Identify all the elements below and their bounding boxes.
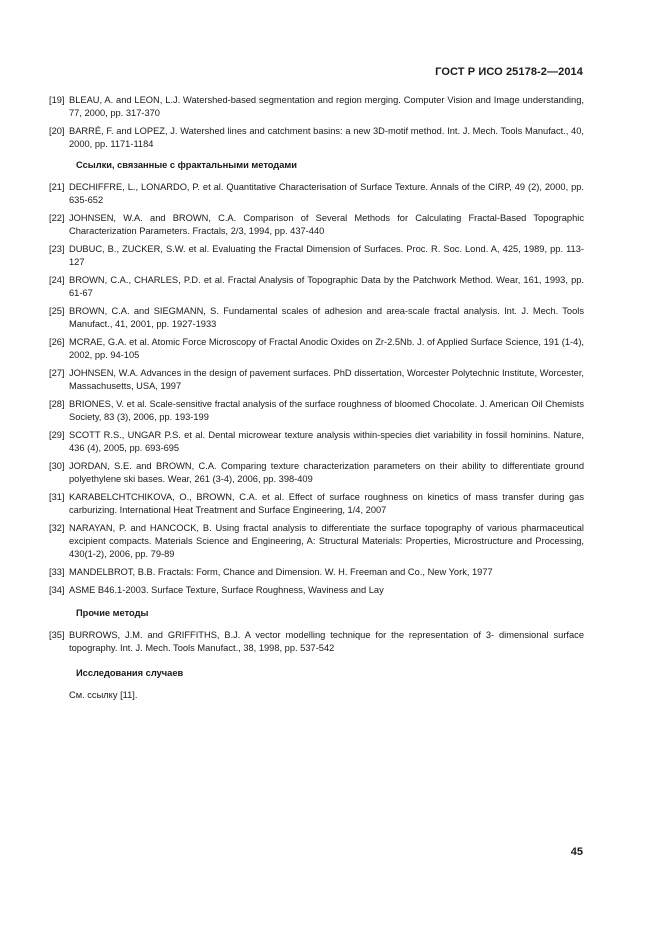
page-number: 45: [570, 846, 583, 858]
references-group-fractal: [49, 181, 584, 597]
reference-item: [49, 94, 584, 120]
reference-text: NARAYAN, P. and HANCOCK, B. Using fractal analysis to differentiate the surface topography of various pharmaceutical excipient compacts. Materials Science and Engineering, A: Structural Materials: Properties, Microstructure and Processing, 430(1-2), 2006, pp. 79-89: [69, 523, 584, 559]
reference-item: [49, 566, 584, 579]
section-heading-other: Прочие методы: [76, 608, 149, 618]
reference-text: MANDELBROT, B.B. Fractals: Form, Chance and Dimension. W. H. Freeman and Co., New York, 1977: [69, 567, 493, 577]
references-list: [49, 94, 584, 702]
reference-number: [19]: [49, 95, 65, 105]
reference-item: [49, 429, 584, 455]
reference-text: BURROWS, J.M. and GRIFFITHS, B.J. A vector modelling technique for the representation of 3- dimensional surface topography. Int. J. Mech. Tools Manufact., 38, 1998, pp. 537-542: [69, 630, 584, 653]
reference-number: [24]: [49, 275, 65, 285]
reference-item: [49, 398, 584, 424]
reference-item: [49, 305, 584, 331]
reference-number: [31]: [49, 492, 65, 502]
reference-number: [20]: [49, 126, 65, 136]
reference-text: BLEAU, A. and LEON, L.J. Watershed-based segmentation and region merging. Computer Vision and Image understanding, 77, 2000, pp. 317-370: [69, 95, 584, 118]
reference-number: [34]: [49, 585, 65, 595]
reference-number: [29]: [49, 430, 65, 440]
reference-item: [49, 629, 584, 655]
reference-number: [27]: [49, 368, 65, 378]
reference-item: [49, 181, 584, 207]
reference-item: [49, 522, 584, 561]
references-group-other: [49, 629, 584, 655]
reference-text: JOHNSEN, W.A. and BROWN, C.A. Comparison of Several Methods for Calculating Fractal-Based Topographic Characterization Parameters. Fractals, 2/3, 1994, pp. 437-440: [69, 213, 584, 236]
cases-note: См. ссылку [11].: [69, 690, 138, 700]
references-group-watershed: [49, 94, 584, 151]
standard-header: ГОСТ Р ИСО 25178-2—2014: [435, 66, 583, 78]
reference-number: [21]: [49, 182, 65, 192]
reference-number: [22]: [49, 213, 65, 223]
section-heading-fractal: Ссылки, связанные с фрактальными методами: [76, 160, 297, 170]
reference-text: BARRÉ, F. and LOPEZ, J. Watershed lines and catchment basins: a new 3D-motif method. Int. J. Mech. Tools Manufact., 40, 2000, pp. 1171-1184: [69, 126, 584, 149]
reference-text: DUBUC, B., ZUCKER, S.W. et al. Evaluating the Fractal Dimension of Surfaces. Proc. R. Soc. Lond. A, 425, 1989, pp. 113-127: [69, 244, 584, 267]
reference-number: [32]: [49, 523, 65, 533]
section-heading-cases: Исследования случаев: [76, 668, 184, 678]
reference-number: [30]: [49, 461, 65, 471]
reference-item: [49, 584, 584, 597]
reference-item: [49, 460, 584, 486]
reference-number: [28]: [49, 399, 65, 409]
reference-text: BROWN, C.A., CHARLES, P.D. et al. Fractal Analysis of Topographic Data by the Patchwork Method. Wear, 161, 1993, pp. 61-67: [69, 275, 584, 298]
reference-item: [49, 212, 584, 238]
reference-text: KARABELCHTCHIKOVA, O., BROWN, C.A. et al. Effect of surface roughness on kinetics of mass transfer during gas carburizing. International Heat Treatment and Surface Engineering, 1/4, 2007: [69, 492, 584, 515]
reference-text: MCRAE, G.A. et al. Atomic Force Microscopy of Fractal Anodic Oxides on Zr-2.5Nb. J. of Applied Surface Science, 191 (1-4), 2002, pp. 94-105: [69, 337, 584, 360]
reference-item: [49, 243, 584, 269]
reference-item: [49, 336, 584, 362]
reference-text: JORDAN, S.E. and BROWN, C.A. Comparing texture characterization parameters on their ability to differentiate ground polyethylene ski bases. Wear, 261 (3-4), 2006, pp. 398-409: [69, 461, 584, 484]
reference-item: [49, 491, 584, 517]
reference-number: [35]: [49, 630, 65, 640]
reference-text: ASME B46.1-2003. Surface Texture, Surface Roughness, Waviness and Lay: [69, 585, 384, 595]
reference-number: [33]: [49, 567, 65, 577]
reference-item: [49, 274, 584, 300]
reference-item: [49, 367, 584, 393]
reference-text: DECHIFFRE, L., LONARDO, P. et al. Quantitative Characterisation of Surface Texture. Annals of the CIRP, 49 (2), 2000, pp. 635-652: [69, 182, 584, 205]
reference-number: [25]: [49, 306, 65, 316]
reference-item: [49, 125, 584, 151]
reference-text: JOHNSEN, W.A. Advances in the design of pavement surfaces. PhD dissertation, Worcester Polytechnic Institute, Worcester, Massachusetts, USA, 1997: [69, 368, 584, 391]
reference-text: BROWN, C.A. and SIEGMANN, S. Fundamental scales of adhesion and area-scale fractal analysis. Int. J. Mech. Tools Manufact., 41, 2001, pp. 1927-1933: [69, 306, 584, 329]
reference-number: [23]: [49, 244, 65, 254]
reference-text: SCOTT R.S., UNGAR P.S. et al. Dental microwear texture analysis within-species diet variability in fossil hominins. Nature, 436 (4), 2005, pp. 693-695: [69, 430, 584, 453]
reference-number: [26]: [49, 337, 65, 347]
reference-text: BRIONES, V. et al. Scale-sensitive fractal analysis of the surface roughness of bloomed Chocolate. J. American Oil Chemists Society, 83 (3), 2006, pp. 193-199: [69, 399, 584, 422]
